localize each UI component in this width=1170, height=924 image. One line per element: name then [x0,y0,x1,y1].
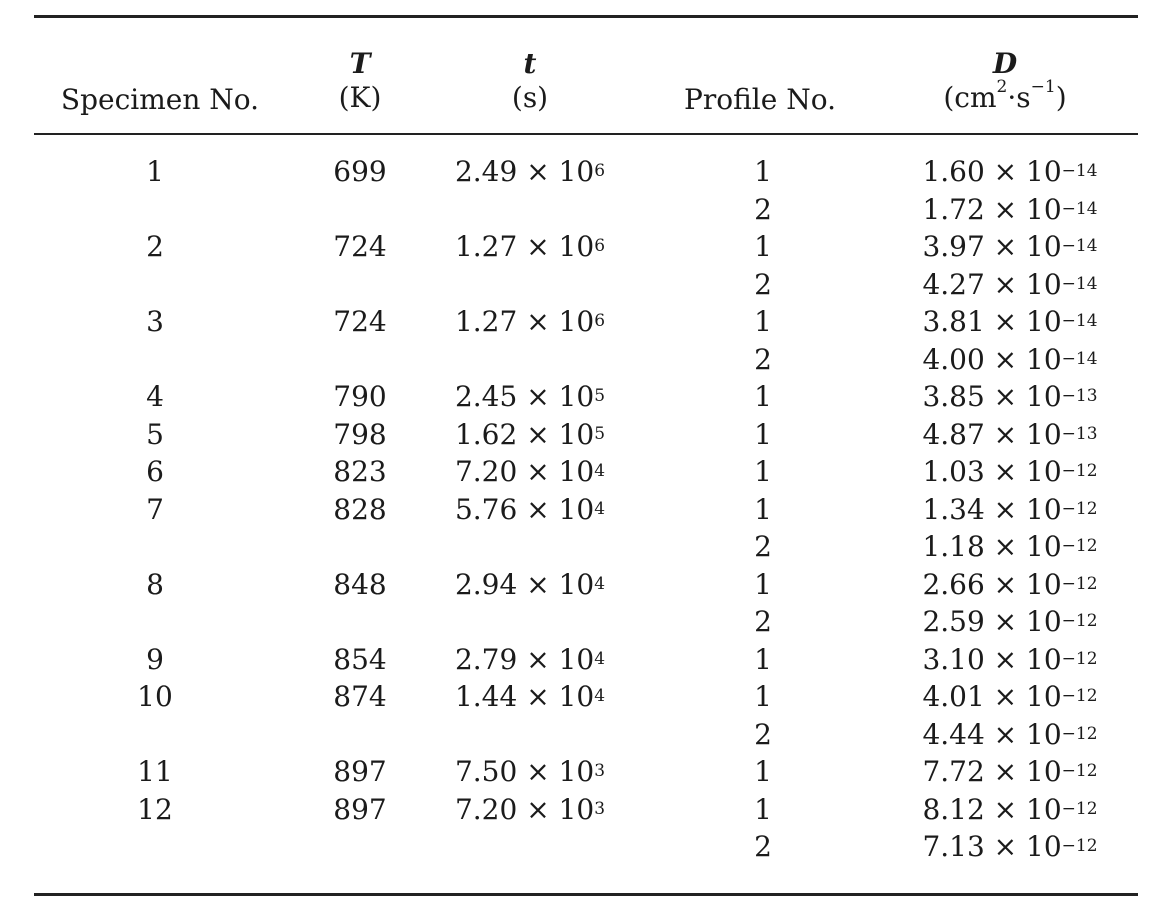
cell-specimen: 7 [146,492,164,526]
cell-specimen: 9 [146,642,164,676]
header-specimen-label: Specimen No. [60,83,260,116]
cell-temperature: 848 [333,567,387,601]
cell-diffusivity-exponent: −12 [1061,536,1098,556]
cell-temperature: 790 [333,380,387,413]
cell-diffusivity-exponent: −12 [1061,761,1098,781]
cell-time-exponent: 4 [594,686,606,706]
header-diffusivity-unit: $(cm^2\cdot s^{-1})$ [943,76,1067,114]
cell-time [430,682,630,712]
cell-diffusivity-mantissa: 4.87 × 10 [922,417,1062,451]
cell-time-mantissa: 1.27 × 10 [454,230,595,263]
cell-temperature: 854 [333,642,387,676]
cell-profile: 1 [754,567,772,601]
cell-time [430,382,630,412]
header-time-symbol: t [523,47,537,80]
cell-profile: 1 [754,455,772,488]
cell-time [430,307,630,337]
cell-specimen: 2 [146,230,164,263]
cell-diffusivity [900,382,1120,412]
header-temperature [310,47,410,115]
top-rule [34,15,1138,18]
cell-diffusivity [900,492,1120,526]
cell-diffusivity-mantissa: 1.72 × 10 [922,192,1062,226]
cell-diffusivity-exponent: −12 [1061,611,1098,631]
cell-profile: 1 [754,792,772,826]
cell-specimen: 6 [146,455,164,488]
cell-time-exponent: 4 [594,573,606,594]
cell-time-mantissa: 1.62 × 10 [454,417,595,451]
cell-specimen: 12 [137,792,173,826]
cell-temperature: 897 [333,792,387,826]
cell-diffusivity [900,342,1120,376]
cell-diffusivity-exponent: −14 [1061,311,1098,331]
cell-diffusivity [900,417,1120,451]
cell-diffusivity [900,757,1120,787]
cell-specimen: 5 [146,417,164,451]
cell-profile: 1 [754,305,772,338]
cell-time-exponent: 6 [594,311,606,331]
cell-diffusivity-mantissa: 7.13 × 10 [922,830,1062,863]
cell-diffusivity-mantissa: 4.27 × 10 [922,267,1062,301]
header-diffusivity [905,47,1105,115]
cell-diffusivity [900,192,1120,226]
cell-diffusivity [900,267,1120,301]
cell-time-exponent: 5 [594,423,606,444]
cell-diffusivity [900,307,1120,337]
cell-diffusivity-exponent: −12 [1061,648,1098,669]
cell-temperature: 699 [333,155,387,188]
cell-diffusivity-exponent: −14 [1061,348,1098,369]
cell-time [430,232,630,262]
cell-diffusivity-mantissa: 4.01 × 10 [922,680,1062,713]
cell-diffusivity [900,792,1120,826]
header-profile-label: Profile No. [684,83,836,116]
cell-specimen: 4 [146,380,164,413]
cell-diffusivity-exponent: −13 [1061,386,1098,406]
cell-time [430,457,630,487]
cell-diffusivity [900,567,1120,601]
cell-diffusivity-exponent: −12 [1061,836,1098,856]
cell-temperature: 874 [333,680,387,713]
cell-diffusivity-exponent: −14 [1061,236,1098,256]
cell-temperature: 828 [333,492,387,526]
cell-time-exponent: 6 [594,236,606,256]
cell-diffusivity-exponent: −12 [1061,723,1098,744]
cell-diffusivity-mantissa: 2.59 × 10 [922,605,1062,638]
cell-diffusivity-mantissa: 3.97 × 10 [922,230,1062,263]
cell-diffusivity [900,457,1120,487]
cell-specimen: 11 [137,755,173,788]
cell-time-exponent: 4 [594,498,606,519]
cell-diffusivity-exponent: −14 [1061,273,1098,294]
header-rule [34,133,1138,135]
cell-diffusivity-mantissa: 8.12 × 10 [922,792,1062,826]
cell-time-mantissa: 2.94 × 10 [454,567,595,601]
cell-time [430,417,630,451]
cell-diffusivity-mantissa: 4.00 × 10 [922,342,1062,376]
cell-time [430,567,630,601]
cell-specimen: 10 [137,680,173,713]
cell-profile: 2 [754,717,772,751]
cell-diffusivity-mantissa: 2.66 × 10 [922,567,1062,601]
cell-time-exponent: 4 [594,461,606,481]
cell-profile: 1 [754,230,772,263]
cell-time-exponent: 3 [594,798,606,819]
bottom-rule [34,893,1138,896]
cell-diffusivity-exponent: −14 [1061,198,1098,219]
cell-diffusivity [900,232,1120,262]
cell-diffusivity-exponent: −12 [1061,798,1098,819]
header-temperature-unit: (K) [338,81,382,114]
cell-profile: 1 [754,492,772,526]
cell-profile: 1 [754,755,772,788]
cell-time-mantissa: 7.20 × 10 [454,792,595,826]
header-diffusivity-symbol: D [992,47,1018,80]
cell-time-exponent: 3 [594,761,606,781]
cell-diffusivity [900,832,1120,862]
cell-diffusivity [900,607,1120,637]
cell-diffusivity-exponent: −12 [1061,573,1098,594]
cell-temperature: 724 [333,305,387,338]
cell-time-mantissa: 7.50 × 10 [454,755,595,788]
cell-specimen: 3 [146,305,164,338]
cell-diffusivity-exponent: −12 [1061,686,1098,706]
cell-time [430,757,630,787]
cell-diffusivity-mantissa: 3.10 × 10 [922,642,1062,676]
cell-temperature: 823 [333,455,387,488]
cell-diffusivity [900,682,1120,712]
cell-diffusivity-mantissa: 1.18 × 10 [922,530,1062,563]
cell-time-exponent: 4 [594,648,606,669]
cell-profile: 1 [754,380,772,413]
cell-time-mantissa: 1.27 × 10 [454,305,595,338]
cell-profile: 1 [754,642,772,676]
cell-profile: 2 [754,192,772,226]
cell-diffusivity-exponent: −14 [1061,161,1098,181]
cell-profile: 1 [754,155,772,188]
cell-profile: 2 [754,267,772,301]
cell-time-mantissa: 2.45 × 10 [454,380,595,413]
header-time [480,47,580,115]
cell-diffusivity-mantissa: 3.81 × 10 [922,305,1062,338]
cell-diffusivity-exponent: −13 [1061,423,1098,444]
cell-diffusivity-mantissa: 4.44 × 10 [922,717,1062,751]
cell-profile: 2 [754,830,772,863]
cell-time [430,642,630,676]
cell-diffusivity-mantissa: 1.34 × 10 [922,492,1062,526]
cell-temperature: 798 [333,417,387,451]
cell-diffusivity-mantissa: 3.85 × 10 [922,380,1062,413]
header-temperature-symbol: T [349,47,371,80]
cell-diffusivity-mantissa: 1.03 × 10 [922,455,1062,488]
cell-time-mantissa: 5.76 × 10 [454,492,595,526]
cell-time-mantissa: 1.44 × 10 [454,680,595,713]
header-profile [660,83,860,117]
cell-diffusivity [900,532,1120,562]
cell-profile: 2 [754,605,772,638]
cell-diffusivity-mantissa: 7.72 × 10 [922,755,1062,788]
cell-time-exponent: 6 [594,161,606,181]
cell-temperature: 724 [333,230,387,263]
cell-time [430,157,630,187]
cell-specimen: 1 [146,155,164,188]
header-time-unit: (s) [511,81,549,114]
cell-profile: 2 [754,530,772,563]
cell-diffusivity-exponent: −12 [1061,461,1098,481]
cell-profile: 2 [754,342,772,376]
cell-temperature: 897 [333,755,387,788]
header-specimen [50,83,270,117]
cell-profile: 1 [754,417,772,451]
cell-time [430,792,630,826]
cell-time [430,492,630,526]
cell-time-mantissa: 2.79 × 10 [454,642,595,676]
cell-time-exponent: 5 [594,386,606,406]
cell-profile: 1 [754,680,772,713]
cell-time-mantissa: 7.20 × 10 [454,455,595,488]
cell-diffusivity-exponent: −12 [1061,498,1098,519]
cell-diffusivity [900,157,1120,187]
cell-diffusivity-mantissa: 1.60 × 10 [922,155,1062,188]
cell-specimen: 8 [146,567,164,601]
cell-diffusivity [900,717,1120,751]
cell-time-mantissa: 2.49 × 10 [454,155,595,188]
cell-diffusivity [900,642,1120,676]
